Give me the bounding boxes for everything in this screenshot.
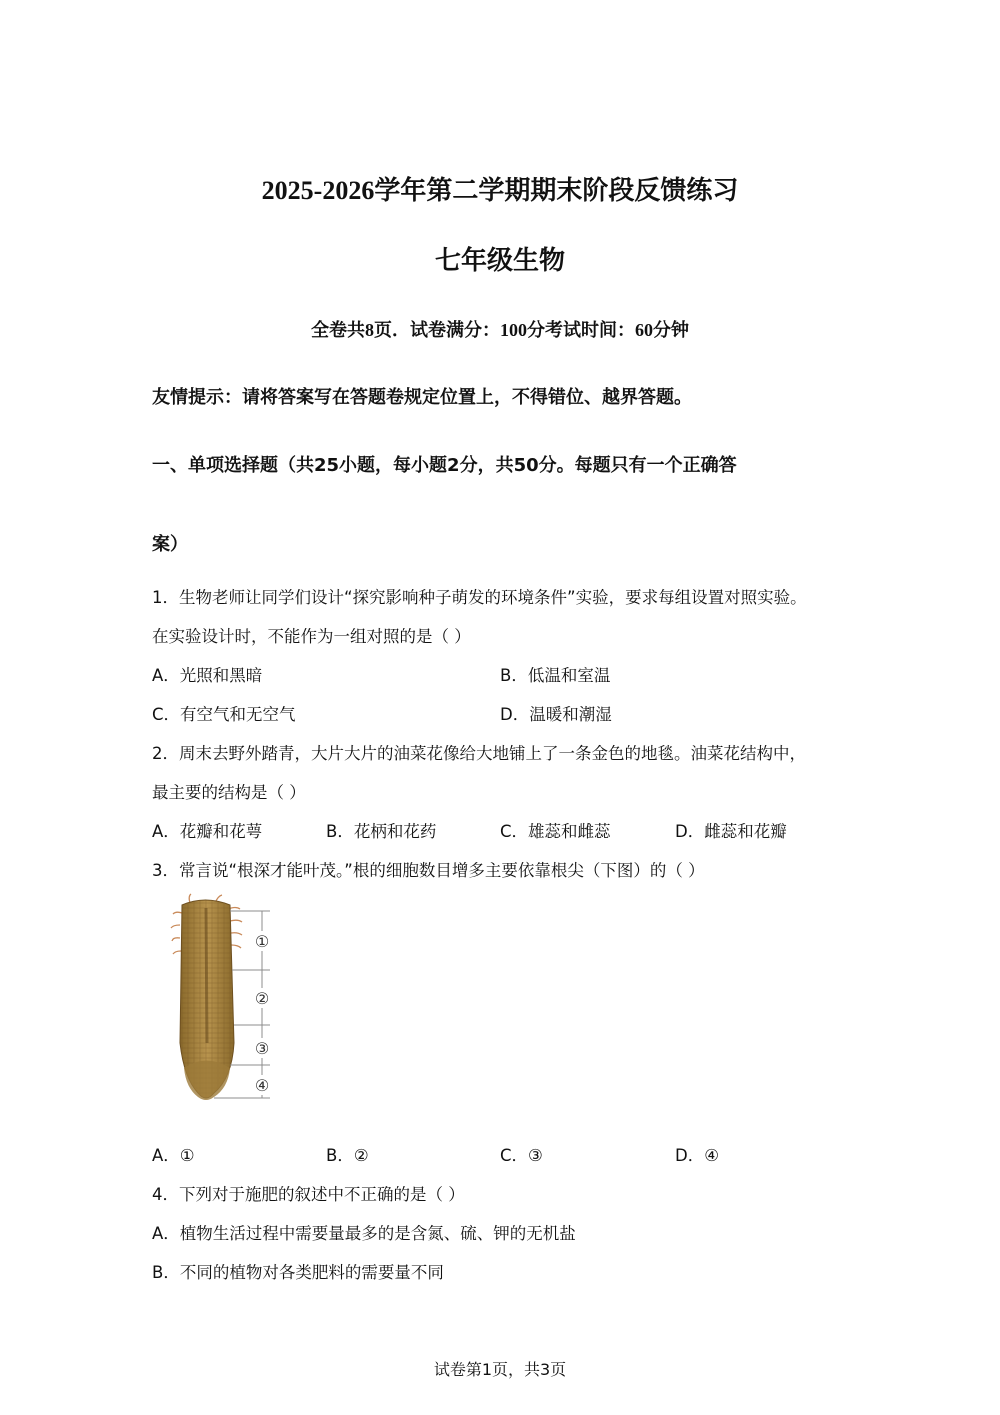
question-2-stem: 2．周末去野外踏青，大片大片的油菜花像给大地铺上了一条金色的地毯。油菜花结构中，	[152, 744, 806, 763]
section-heading-cont: 案）	[152, 534, 188, 555]
exam-subject: 七年级生物	[434, 246, 565, 275]
question-4-stem: 4．下列对于施肥的叙述中不正确的是（ ）	[152, 1185, 465, 1204]
question-2-option-c: C．雄蕊和雌蕊	[500, 822, 611, 841]
friendly-tip: 友情提示：请将答案写在答题卷规定位置上，不得错位、越界答题。	[152, 387, 692, 408]
question-4-option-b: B．不同的植物对各类肥料的需要量不同	[152, 1263, 444, 1282]
zone-label-1: ①	[254, 932, 270, 951]
section-heading: 一、单项选择题（共25小题，每小题2分，共50分。每题只有一个正确答	[152, 455, 737, 476]
question-2-stem-cont: 最主要的结构是（ ）	[152, 783, 306, 802]
question-2-option-b: B．花柄和花药	[326, 822, 437, 841]
question-3-stem: 3．常言说“根深才能叶茂。”根的细胞数目增多主要依靠根尖（下图）的（ ）	[152, 861, 705, 880]
question-3-option-b: B．②	[326, 1146, 369, 1165]
question-1-option-c: C．有空气和无空气	[152, 705, 296, 724]
zone-label-2: ②	[254, 989, 270, 1008]
page-footer: 试卷第1页，共3页	[433, 1360, 567, 1379]
question-1-stem-cont: 在实验设计时，不能作为一组对照的是（ ）	[152, 627, 471, 646]
question-3-option-a: A．①	[152, 1146, 195, 1165]
exam-info: 全卷共8页．试卷满分：100分考试时间：60分钟	[311, 320, 689, 340]
question-1-option-a: A．光照和黑暗	[152, 666, 263, 685]
question-3-option-d: D．④	[675, 1146, 719, 1165]
question-4-option-a: A．植物生活过程中需要量最多的是含氮、硫、钾的无机盐	[152, 1224, 576, 1243]
zone-label-4: ④	[254, 1076, 270, 1095]
root-cap	[184, 1061, 230, 1101]
zone-label-3: ③	[254, 1039, 270, 1058]
root-tip-figure	[170, 893, 280, 1108]
question-1-option-b: B．低温和室温	[500, 666, 611, 685]
question-3-option-c: C．③	[500, 1146, 543, 1165]
exam-title: 2025-2026学年第二学期期末阶段反馈练习	[261, 176, 739, 205]
question-1-stem: 1．生物老师让同学们设计“探究影响种子萌发的环境条件”实验，要求每组设置对照实验。	[152, 588, 807, 607]
question-1-option-d: D．温暖和潮湿	[500, 705, 612, 724]
question-2-option-d: D．雌蕊和花瓣	[675, 822, 787, 841]
question-2-option-a: A．花瓣和花萼	[152, 822, 263, 841]
